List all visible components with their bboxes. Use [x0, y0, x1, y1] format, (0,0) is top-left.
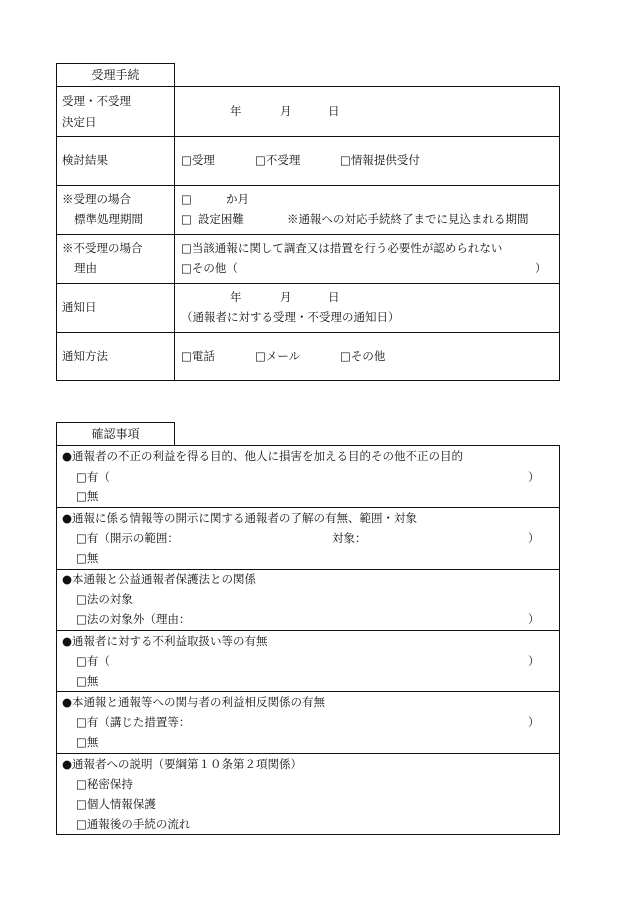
- procedure-tab: 受理手続: [56, 63, 175, 86]
- checkbox-icon: [255, 349, 266, 363]
- checkbox-icon: [76, 612, 87, 626]
- notify-date-note: （通報者に対する受理・不受理の通知日）: [181, 310, 400, 324]
- yes-checkbox[interactable]: [76, 717, 190, 729]
- flow-checkbox[interactable]: [76, 819, 190, 831]
- checkbox-icon: [255, 153, 266, 167]
- secret-checkbox[interactable]: [76, 779, 133, 791]
- checkbox-icon: [181, 241, 192, 255]
- no-need-label: 当該通報に関して調査又は措置を行う必要性が認められない: [191, 241, 503, 255]
- checkbox-icon: [76, 489, 87, 503]
- decision-year-field[interactable]: 年: [230, 104, 242, 118]
- checkbox-icon: [76, 531, 87, 545]
- rejected-case-label-1: ※不受理の場合: [62, 241, 143, 255]
- accepted-case-label-1: ※受理の場合: [62, 192, 131, 206]
- method-other-label: その他: [350, 349, 386, 363]
- checkbox-icon: [76, 777, 87, 791]
- law-covered-checkbox[interactable]: [76, 594, 133, 606]
- reject-other-close-paren: ）: [535, 261, 547, 275]
- rejected-case-label-2: 理由: [74, 261, 97, 275]
- reject-other-label: その他（: [191, 261, 238, 275]
- notify-day-field[interactable]: 日: [328, 290, 340, 304]
- yes-checkbox[interactable]: [76, 533, 179, 545]
- notify-month-field[interactable]: 月: [280, 290, 292, 304]
- no-checkbox[interactable]: [76, 676, 98, 688]
- decision-day-field[interactable]: 日: [328, 104, 340, 118]
- law-not-covered-label: 法の対象外（理由：: [86, 612, 191, 626]
- checkbox-icon: [340, 153, 351, 167]
- close-paren: ）: [528, 654, 540, 668]
- notify-date-label: 通知日: [62, 300, 97, 314]
- section-heading: ●本通報と公益通報者保護法との関係: [62, 572, 257, 586]
- row-divider: [56, 332, 560, 333]
- section-heading: ●通報者の不正の利益を得る目的、他人に損害を加える目的その他不正の目的: [62, 449, 464, 463]
- section-divider: [56, 691, 560, 692]
- info-provided-checkbox[interactable]: [340, 155, 420, 167]
- row-divider: [56, 185, 560, 186]
- section-divider: [56, 630, 560, 631]
- section-divider: [56, 507, 560, 508]
- phone-label: 電話: [191, 349, 215, 363]
- info-provided-label: 情報提供受付: [350, 153, 420, 167]
- no-checkbox[interactable]: [76, 491, 98, 503]
- decision-date-label-1: 受理・不受理: [62, 94, 131, 108]
- no-label: 無: [86, 735, 99, 749]
- checkbox-icon: [76, 674, 87, 688]
- checkbox-icon: [181, 153, 192, 167]
- section-divider: [56, 753, 560, 754]
- checkbox-icon: [340, 349, 351, 363]
- checkbox-icon: [181, 261, 192, 275]
- decision-date-label-2: 決定日: [62, 115, 97, 129]
- checkbox-icon: [181, 349, 192, 363]
- mail-checkbox[interactable]: [255, 351, 300, 363]
- accepted-case-label-2: 標準処理期間: [74, 212, 143, 226]
- notify-method-label: 通知方法: [62, 349, 108, 363]
- law-covered-label: 法の対象: [86, 592, 133, 606]
- accept-label: 受理: [191, 153, 215, 167]
- no-label: 無: [86, 489, 99, 503]
- no-label: 無: [86, 551, 99, 565]
- checkbox-icon: [76, 817, 87, 831]
- reject-checkbox[interactable]: [255, 155, 300, 167]
- close-paren: ）: [528, 531, 540, 545]
- secret-label: 秘密保持: [86, 777, 133, 791]
- checkbox-icon: [76, 470, 87, 484]
- yes-checkbox[interactable]: [76, 656, 110, 668]
- no-label: 無: [86, 674, 99, 688]
- law-not-covered-checkbox[interactable]: [76, 614, 190, 626]
- yes-label: 有（: [86, 470, 110, 484]
- row-divider: [56, 234, 560, 235]
- accepted-case-note: ※通報への対応手続終了までに見込まれる期間: [287, 212, 529, 226]
- row-divider: [56, 283, 560, 284]
- checkbox-icon: [181, 212, 192, 226]
- notify-year-field[interactable]: 年: [230, 290, 242, 304]
- confirmation-tab: 確認事項: [56, 422, 175, 445]
- close-paren: ）: [528, 470, 540, 484]
- months-label: か月: [226, 192, 249, 206]
- review-result-label: 検討結果: [62, 153, 108, 167]
- yes-checkbox[interactable]: [76, 472, 110, 484]
- privacy-checkbox[interactable]: [76, 799, 156, 811]
- no-checkbox[interactable]: [76, 737, 98, 749]
- close-paren: ）: [528, 612, 540, 626]
- yes-label: 有（講じた措置等：: [86, 715, 191, 729]
- difficult-label: 設定困難: [197, 212, 244, 226]
- section-heading: ●通報に係る情報等の開示に関する通報者の了解の有無、範囲・対象: [62, 511, 418, 525]
- accept-checkbox[interactable]: [181, 155, 215, 167]
- section-heading: ●本通報と通報等への関与者の利益相反関係の有無: [62, 695, 326, 709]
- checkbox-icon: [76, 551, 87, 565]
- privacy-label: 個人情報保護: [86, 797, 156, 811]
- section-divider: [56, 569, 560, 570]
- checkbox-icon: [76, 592, 87, 606]
- checkbox-icon: [181, 192, 192, 206]
- row-divider: [56, 136, 560, 137]
- checkbox-icon: [76, 654, 87, 668]
- section-heading: ●通報者への説明（要綱第１０条第２項関係）: [62, 757, 303, 771]
- reject-label: 不受理: [265, 153, 301, 167]
- checkbox-icon: [76, 715, 87, 729]
- difficult-checkbox[interactable]: [181, 214, 244, 226]
- phone-checkbox[interactable]: [181, 351, 215, 363]
- checkbox-icon: [76, 797, 87, 811]
- decision-month-field[interactable]: 月: [280, 104, 292, 118]
- yes-label: 有（: [86, 654, 110, 668]
- reject-other-checkbox[interactable]: [181, 263, 238, 275]
- yes-label: 有（開示の範囲：: [86, 531, 179, 545]
- checkbox-icon: [76, 735, 87, 749]
- method-other-checkbox[interactable]: [340, 351, 385, 363]
- flow-label: 通報後の手続の流れ: [86, 817, 191, 831]
- target-label: 対象：: [332, 531, 367, 545]
- mail-label: メール: [265, 349, 301, 363]
- section-heading: ●通報者に対する不利益取扱い等の有無: [62, 634, 268, 648]
- no-need-checkbox[interactable]: [181, 243, 502, 255]
- close-paren: ）: [528, 715, 540, 729]
- no-checkbox[interactable]: [76, 553, 98, 565]
- months-checkbox[interactable]: [181, 194, 192, 206]
